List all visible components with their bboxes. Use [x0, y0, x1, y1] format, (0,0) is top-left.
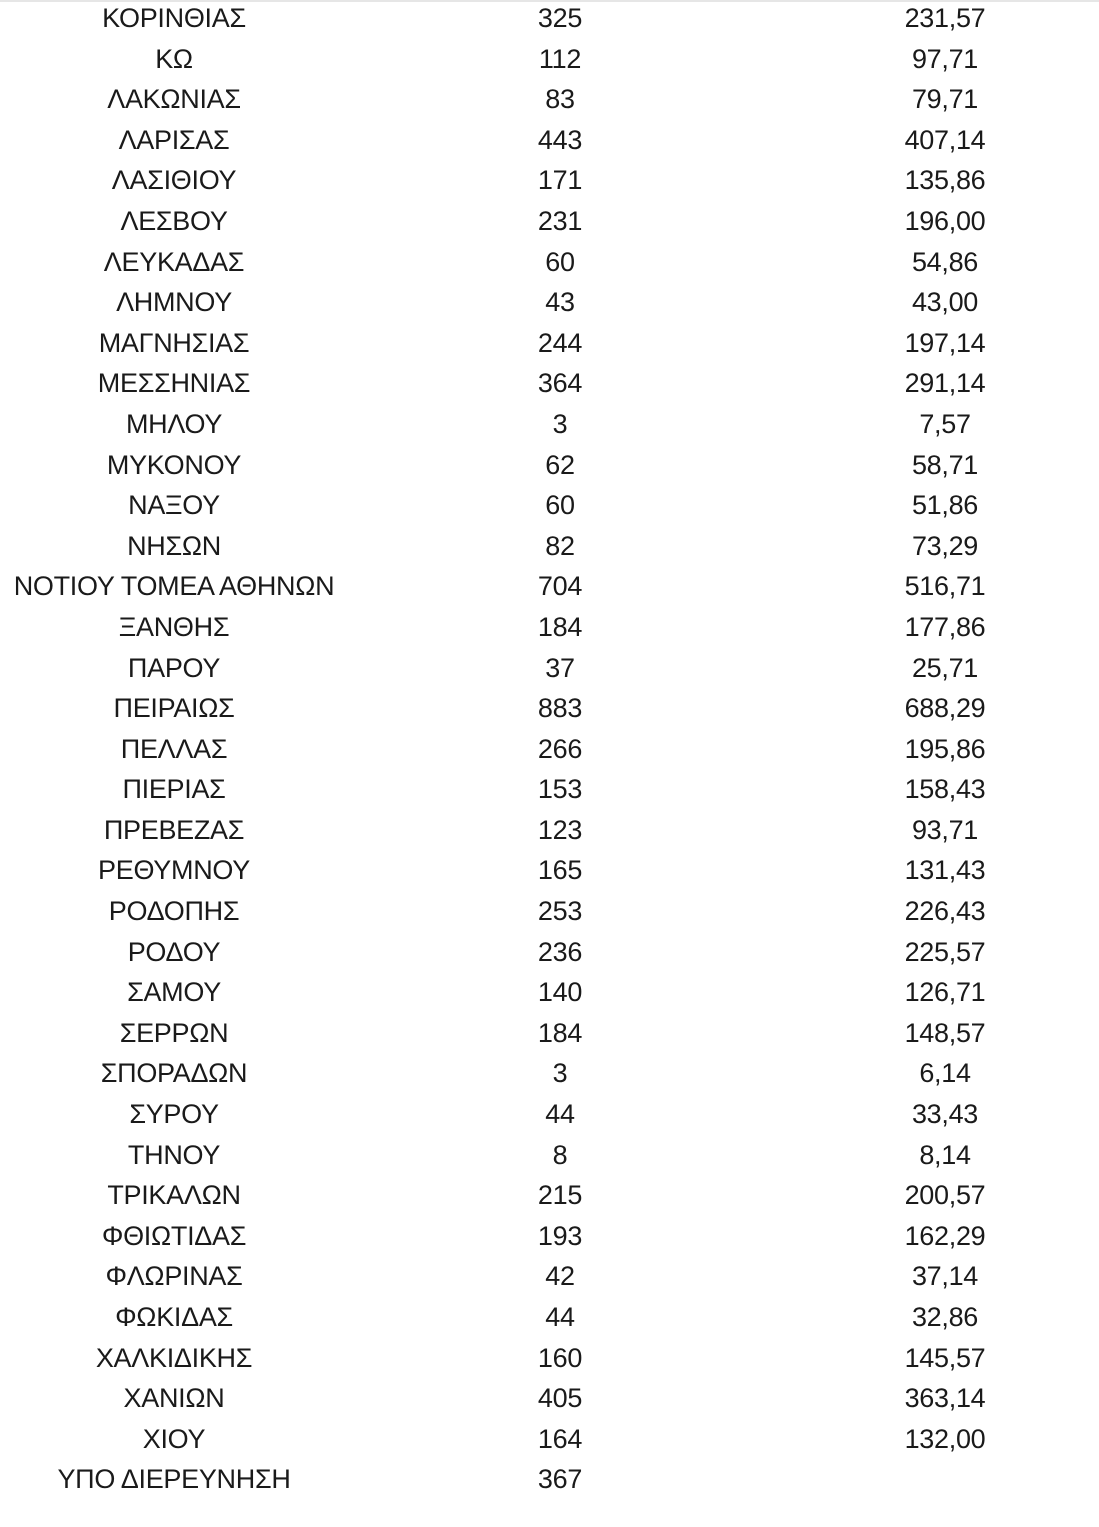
table-row	[0, 526, 1099, 567]
count-cell: 8	[552, 1139, 568, 1170]
count-cell: 37	[545, 652, 575, 683]
average-cell: 231,57	[904, 3, 986, 33]
average-cell: 131,43	[904, 855, 986, 886]
region-name-cell: ΣΠΟΡΑΔΩΝ	[100, 1058, 248, 1089]
count-cell: 253	[537, 896, 583, 927]
count-cell: 364	[537, 368, 583, 399]
region-name-cell: ΠΕΛΛΑΣ	[120, 733, 228, 764]
region-name-cell: ΛΕΥΚΑΔΑΣ	[103, 246, 245, 277]
average-cell: 93,71	[911, 814, 979, 845]
count-cell: 140	[537, 977, 583, 1008]
region-name-cell: ΜΥΚΟΝΟΥ	[106, 449, 242, 480]
average-cell: 363,14	[904, 1383, 986, 1414]
table-row	[0, 932, 1099, 973]
count-cell: 164	[537, 1423, 583, 1454]
average-cell: 97,71	[911, 43, 979, 74]
count-cell: 60	[545, 246, 575, 277]
count-cell: 3	[552, 408, 568, 439]
average-cell: 195,86	[904, 733, 986, 764]
average-cell: 291,14	[904, 368, 986, 399]
table-row	[0, 891, 1099, 932]
region-name-cell: ΡΟΔΟΠΗΣ	[108, 896, 240, 927]
region-name-cell: ΜΑΓΝΗΣΙΑΣ	[98, 327, 250, 358]
region-name-cell: ΤΡΙΚΑΛΩΝ	[107, 1180, 241, 1211]
count-cell: 405	[537, 1383, 583, 1414]
average-cell: 8,14	[919, 1139, 971, 1170]
average-cell: 132,00	[904, 1423, 986, 1454]
average-cell: 33,43	[911, 1099, 979, 1130]
region-name-cell: ΚΟΡΙΝΘΙΑΣ	[102, 3, 246, 33]
count-cell: 325	[537, 3, 583, 33]
table-row	[0, 566, 1099, 607]
region-name-cell: ΝΗΣΩΝ	[127, 530, 221, 561]
table-row	[0, 160, 1099, 201]
count-cell: 193	[537, 1220, 583, 1251]
region-name-cell: ΠΕΙΡΑΙΩΣ	[113, 693, 235, 724]
table-row	[0, 607, 1099, 648]
count-cell: 215	[537, 1180, 583, 1211]
table-row	[0, 0, 1099, 39]
region-name-cell: ΦΘΙΩΤΙΔΑΣ	[101, 1220, 247, 1251]
count-cell: 153	[537, 774, 583, 805]
average-cell: 516,71	[904, 571, 986, 602]
table-row	[0, 1378, 1099, 1419]
average-cell: 32,86	[911, 1302, 979, 1332]
table-row	[0, 1216, 1099, 1257]
region-name-cell: ΧΑΝΙΩΝ	[123, 1383, 225, 1414]
table-row	[0, 972, 1099, 1013]
count-cell: 60	[545, 490, 575, 521]
count-cell: 82	[545, 530, 575, 561]
region-name-cell: ΠΙΕΡΙΑΣ	[122, 774, 226, 805]
region-name-cell: ΧΙΟΥ	[142, 1423, 206, 1454]
table-row	[0, 850, 1099, 891]
region-name-cell: ΣΑΜΟΥ	[127, 977, 221, 1008]
count-cell: 231	[537, 205, 583, 236]
region-name-cell: ΣΥΡΟΥ	[129, 1099, 219, 1130]
average-cell: 177,86	[904, 611, 986, 642]
count-cell: 44	[545, 1099, 575, 1130]
count-cell: 44	[545, 1302, 575, 1332]
table-row	[0, 1459, 1099, 1500]
average-cell: 7,57	[919, 408, 971, 439]
count-cell: 42	[545, 1261, 575, 1292]
region-name-cell: ΥΠΟ ΔΙΕΡΕΥΝΗΣΗ	[57, 1464, 291, 1495]
count-cell: 123	[537, 814, 583, 845]
average-cell: 37,14	[911, 1261, 979, 1292]
region-name-cell: ΠΑΡΟΥ	[127, 652, 221, 683]
count-cell: 244	[537, 327, 583, 358]
count-cell: 236	[537, 936, 583, 967]
region-name-cell: ΝΟΤΙΟΥ ΤΟΜΕΑ ΑΘΗΝΩΝ	[13, 571, 335, 602]
region-name-cell: ΣΕΡΡΩΝ	[119, 1017, 229, 1048]
region-name-cell: ΤΗΝΟΥ	[127, 1139, 221, 1170]
count-cell: 367	[537, 1464, 583, 1495]
average-cell: 200,57	[904, 1180, 986, 1211]
table-row	[0, 769, 1099, 810]
table-row	[0, 201, 1099, 242]
region-name-cell: ΡΟΔΟΥ	[127, 936, 221, 967]
average-cell: 407,14	[904, 124, 986, 155]
table-row	[0, 1053, 1099, 1094]
region-name-cell: ΝΑΞΟΥ	[128, 490, 220, 521]
table-row	[0, 242, 1099, 283]
count-cell: 883	[537, 693, 583, 724]
average-cell: 6,14	[919, 1058, 971, 1089]
region-name-cell: ΚΩ	[155, 43, 193, 74]
region-name-cell: ΛΕΣΒΟΥ	[120, 205, 228, 236]
table-row	[0, 363, 1099, 404]
region-name-cell: ΞΑΝΘΗΣ	[118, 611, 230, 642]
average-cell: 145,57	[904, 1342, 986, 1373]
count-cell: 83	[545, 84, 575, 115]
region-name-cell: ΠΡΕΒΕΖΑΣ	[103, 814, 245, 845]
count-cell: 3	[552, 1058, 568, 1089]
region-name-cell: ΦΩΚΙΔΑΣ	[115, 1302, 233, 1332]
average-cell: 196,00	[904, 205, 986, 236]
region-name-cell: ΧΑΛΚΙΔΙΚΗΣ	[95, 1342, 253, 1373]
count-cell: 165	[537, 855, 583, 886]
table-row	[0, 1013, 1099, 1054]
table-row	[0, 1338, 1099, 1379]
region-name-cell: ΜΕΣΣΗΝΙΑΣ	[97, 368, 251, 399]
region-name-cell: ΦΛΩΡΙΝΑΣ	[105, 1261, 243, 1292]
average-cell: 58,71	[911, 449, 979, 480]
count-cell: 184	[537, 611, 583, 642]
table-row	[0, 1094, 1099, 1135]
average-cell: 148,57	[904, 1017, 986, 1048]
table-row	[0, 404, 1099, 445]
region-name-cell: ΛΑΡΙΣΑΣ	[118, 124, 230, 155]
table-row	[0, 688, 1099, 729]
count-cell: 171	[537, 165, 583, 196]
table-row	[0, 445, 1099, 486]
table-row	[0, 1419, 1099, 1460]
region-name-cell: ΛΑΚΩΝΙΑΣ	[107, 84, 241, 115]
count-cell: 443	[537, 124, 583, 155]
count-cell: 160	[537, 1342, 583, 1373]
average-cell: 158,43	[904, 774, 986, 805]
average-cell: 79,71	[911, 84, 979, 115]
average-cell: 25,71	[911, 652, 979, 683]
region-name-cell: ΜΗΛΟΥ	[125, 408, 223, 439]
average-cell: 51,86	[911, 490, 979, 521]
average-cell	[855, 1459, 1035, 1500]
average-cell: 126,71	[904, 977, 986, 1008]
count-cell: 62	[545, 449, 575, 480]
table-row	[0, 648, 1099, 689]
table-row	[0, 485, 1099, 526]
table-row	[0, 729, 1099, 770]
table-row	[0, 282, 1099, 323]
count-cell: 184	[537, 1017, 583, 1048]
count-cell: 43	[545, 287, 575, 318]
table-row	[0, 79, 1099, 120]
table-row	[0, 120, 1099, 161]
table-row	[0, 810, 1099, 851]
count-cell: 112	[538, 43, 582, 74]
average-cell: 226,43	[904, 896, 986, 927]
average-cell: 162,29	[904, 1220, 986, 1251]
table-row	[0, 1297, 1099, 1338]
average-cell: 197,14	[904, 327, 986, 358]
table-row	[0, 39, 1099, 80]
region-name-cell: ΡΕΘΥΜΝΟΥ	[98, 855, 250, 886]
average-cell: 225,57	[904, 936, 986, 967]
region-name-cell: ΛΗΜΝΟΥ	[116, 287, 232, 318]
region-name-cell: ΛΑΣΙΘΙΟΥ	[111, 165, 237, 196]
average-cell: 688,29	[904, 693, 986, 724]
table-row	[0, 1175, 1099, 1216]
average-cell: 73,29	[911, 530, 979, 561]
table-row	[0, 1135, 1099, 1176]
average-cell: 135,86	[904, 165, 986, 196]
average-cell: 54,86	[911, 246, 979, 277]
table-row	[0, 323, 1099, 364]
count-cell: 266	[537, 733, 583, 764]
count-cell: 704	[537, 571, 583, 602]
table-row	[0, 1256, 1099, 1297]
average-cell: 43,00	[911, 287, 979, 318]
